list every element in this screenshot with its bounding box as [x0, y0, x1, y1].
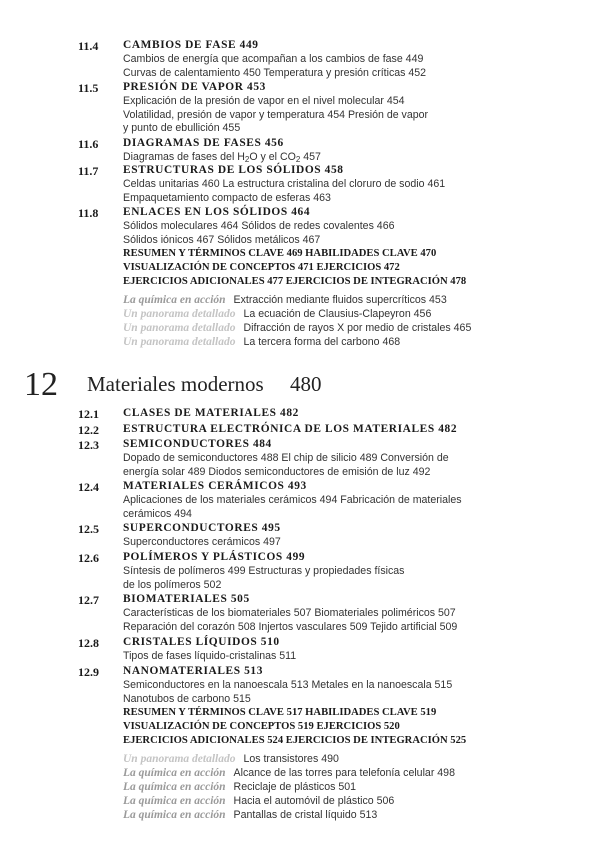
feature-label: La química en acción	[123, 809, 226, 821]
subsection-line: Dopado de semiconductores 488 El chip de silicio 489 Conversión de	[123, 452, 449, 464]
subsection-line: Nanotubos de carbono 515	[123, 693, 251, 705]
subsection-line: Semiconductores en la nanoescala 513 Metales en la nanoescala 515	[123, 679, 453, 691]
feature-title: Pantallas de cristal líquido 513	[233, 809, 378, 821]
summary-line: RESUMEN Y TÉRMINOS CLAVE 469 HABILIDADES CLAVE 470	[123, 248, 437, 259]
subsection-line: Aplicaciones de los materiales cerámicos 494 Fabricación de materiales	[123, 494, 462, 506]
section-title: NANOMATERIALES 513	[123, 665, 264, 677]
feature-label: La química en acción	[123, 781, 226, 793]
feature-label: La química en acción	[123, 795, 226, 807]
section-number: 11.7	[78, 164, 99, 178]
subsection-line: Sólidos iónicos 467 Sólidos metálicos 467	[123, 234, 321, 246]
feature-title: La tercera forma del carbono 468	[243, 336, 401, 348]
section-number: 12.2	[78, 423, 99, 437]
subsection-line: Sólidos moleculares 464 Sólidos de redes covalentes 466	[123, 220, 395, 232]
chapter-title: Materiales modernos 480	[87, 372, 322, 396]
feature-title: Los transistores 490	[243, 753, 339, 765]
feature-label: Un panorama detallado	[123, 753, 236, 765]
section-number: 11.5	[78, 81, 99, 95]
section-number: 11.8	[78, 206, 99, 220]
section-title: CLASES DE MATERIALES 482	[123, 407, 299, 419]
subsection-line: Empaquetamiento compacto de esferas 463	[123, 192, 331, 204]
subsection-line: Síntesis de polímeros 499 Estructuras y propiedades físicas	[123, 565, 405, 577]
section-title: ESTRUCTURAS DE LOS SÓLIDOS 458	[123, 164, 344, 176]
section-title: ESTRUCTURA ELECTRÓNICA DE LOS MATERIALES 482	[123, 423, 458, 435]
subsection-line: Celdas unitarias 460 La estructura cristalina del cloruro de sodio 461	[123, 178, 446, 190]
section-number: 12.9	[78, 665, 99, 679]
subsection-line: Curvas de calentamiento 450 Temperatura y presión críticas 452	[123, 67, 427, 79]
subsection-line: Cambios de energía que acompañan a los cambios de fase 449	[123, 53, 424, 65]
summary-line: EJERCICIOS ADICIONALES 524 EJERCICIOS DE INTEGRACIÓN 525	[123, 735, 467, 746]
subsection-line: de los polímeros 502	[123, 579, 222, 591]
section-number: 11.4	[78, 39, 99, 53]
subsection-line: Diagramas de fases del $H_2O$ y el $CO_2$ 457	[123, 151, 321, 164]
section-title: CAMBIOS DE FASE 449	[123, 39, 259, 51]
subsection-line: y punto de ebullición 455	[123, 122, 241, 134]
summary-line: VISUALIZACIÓN DE CONCEPTOS 519 EJERCICIOS 520	[123, 721, 400, 732]
feature-title: Alcance de las torres para telefonía celular 498	[233, 767, 455, 779]
feature-label: Un panorama detallado	[123, 322, 236, 334]
section-title: SUPERCONDUCTORES 495	[123, 522, 281, 534]
subsection-line: energía solar 489 Diodos semiconductores de emisión de luz 492	[123, 466, 431, 478]
section-title: POLÍMEROS Y PLÁSTICOS 499	[123, 551, 306, 563]
subsection-line: Reparación del corazón 508 Injertos vasculares 509 Tejido artificial 509	[123, 621, 458, 633]
feature-label: Un panorama detallado	[123, 308, 236, 320]
feature-title: La ecuación de Clausius-Clapeyron 456	[243, 308, 432, 320]
feature-title: Hacia el automóvil de plástico 506	[233, 795, 395, 807]
subsection-line: Tipos de fases líquido-cristalinas 511	[123, 650, 297, 662]
feature-title: Reciclaje de plásticos 501	[233, 781, 357, 793]
summary-line: EJERCICIOS ADICIONALES 477 EJERCICIOS DE INTEGRACIÓN 478	[123, 276, 467, 287]
subsection-line: Explicación de la presión de vapor en el nivel molecular 454	[123, 95, 405, 107]
section-number: 12.5	[78, 522, 99, 536]
section-title: BIOMATERIALES 505	[123, 593, 250, 605]
feature-label: La química en acción	[123, 767, 226, 779]
section-number: 12.4	[78, 480, 99, 494]
section-number: 11.6	[78, 137, 99, 151]
chapter-page: 480	[289, 372, 322, 396]
summary-line: RESUMEN Y TÉRMINOS CLAVE 517 HABILIDADES CLAVE 519	[123, 707, 437, 718]
chapter-number: 12	[24, 366, 58, 403]
section-number: 12.1	[78, 407, 99, 421]
section-title: DIAGRAMAS DE FASES 456	[123, 137, 284, 149]
subsection-line: Volatilidad, presión de vapor y temperatura 454 Presión de vapor	[123, 109, 429, 121]
feature-title: Extracción mediante fluidos supercríticos 453	[233, 294, 447, 306]
section-number: 12.6	[78, 551, 99, 565]
section-title: MATERIALES CERÁMICOS 493	[123, 480, 307, 492]
feature-title: Difracción de rayos X por medio de cristales 465	[243, 322, 472, 334]
section-title: CRISTALES LÍQUIDOS 510	[123, 636, 280, 648]
section-title: PRESIÓN DE VAPOR 453	[123, 81, 266, 93]
subsection-line: Superconductores cerámicos 497	[123, 536, 281, 548]
section-number: 12.3	[78, 438, 99, 452]
section-number: 12.7	[78, 593, 99, 607]
feature-box-entry	[123, 806, 377, 822]
feature-box-entry	[123, 333, 400, 349]
section-title: ENLACES EN LOS SÓLIDOS 464	[123, 206, 311, 218]
summary-line: VISUALIZACIÓN DE CONCEPTOS 471 EJERCICIOS 472	[123, 262, 400, 273]
subsection-line: Características de los biomateriales 507 Biomateriales poliméricos 507	[123, 607, 456, 619]
section-number: 12.8	[78, 636, 99, 650]
feature-label: Un panorama detallado	[123, 336, 236, 348]
feature-label: La química en acción	[123, 294, 226, 306]
subsection-line: cerámicos 494	[123, 508, 192, 520]
section-title: SEMICONDUCTORES 484	[123, 438, 272, 450]
